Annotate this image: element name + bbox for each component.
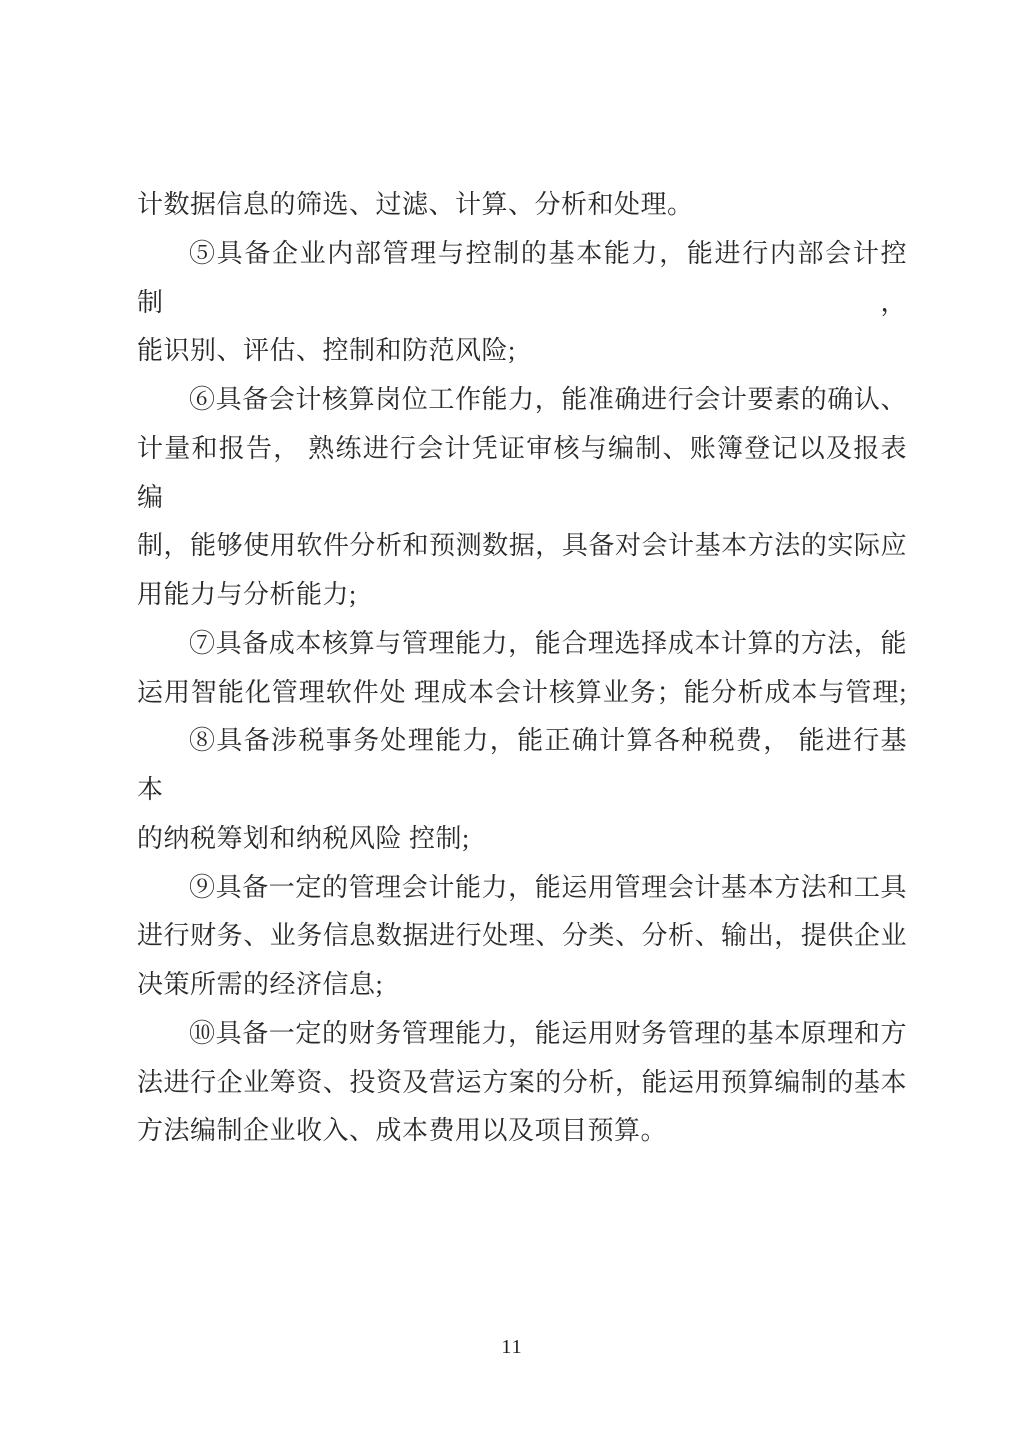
text-line: 运用智能化管理软件处 理成本会计核算业务；能分析成本与管理; (137, 677, 907, 707)
text-line: ⑥具备会计核算岗位工作能力，能准确进行会计要素的确认、 (189, 385, 907, 414)
text-line: ⑩具备一定的财务管理能力，能运用财务管理的基本原理和方 (189, 1018, 907, 1048)
text-line: ⑦具备成本核算与管理能力，能合理选择成本计算的方法，能 (189, 628, 907, 658)
text-line: 的纳税筹划和纳税风险 控制; (137, 823, 470, 853)
text-line: ⑤具备企业内部管理与控制的基本能力，能进行内部会计控制， (137, 238, 907, 317)
page-number: 11 (501, 1336, 523, 1358)
text-block (137, 181, 907, 1156)
text-line: 能识别、评估、控制和防范风险; (137, 336, 516, 366)
text-line: 制，能够使用软件分析和预测数据，具备对会计基本方法的实际应 (137, 531, 907, 561)
text-line: 用能力与分析能力; (137, 580, 357, 609)
text-line: 方法编制企业收入、成本费用以及项目预算。 (137, 1116, 668, 1146)
text-line: 计数据信息的筛选、过滤、计算、分析和处理。 (137, 190, 694, 219)
text-line: 计量和报告， 熟练进行会计凭证审核与编制、账簿登记以及报表编 (137, 433, 907, 512)
text-line: 进行财务、业务信息数据进行处理、分类、分析、输出，提供企业 (137, 921, 907, 951)
text-line: 决策所需的经济信息; (137, 970, 384, 999)
text-line: ⑧具备涉税事务处理能力，能正确计算各种税费， 能进行基本 (137, 726, 907, 804)
text-line: ⑨具备一定的管理会计能力，能运用管理会计基本方法和工具 (189, 872, 907, 902)
text-line: 法进行企业筹资、投资及营运方案的分析，能运用预算编制的基本 (137, 1067, 907, 1097)
